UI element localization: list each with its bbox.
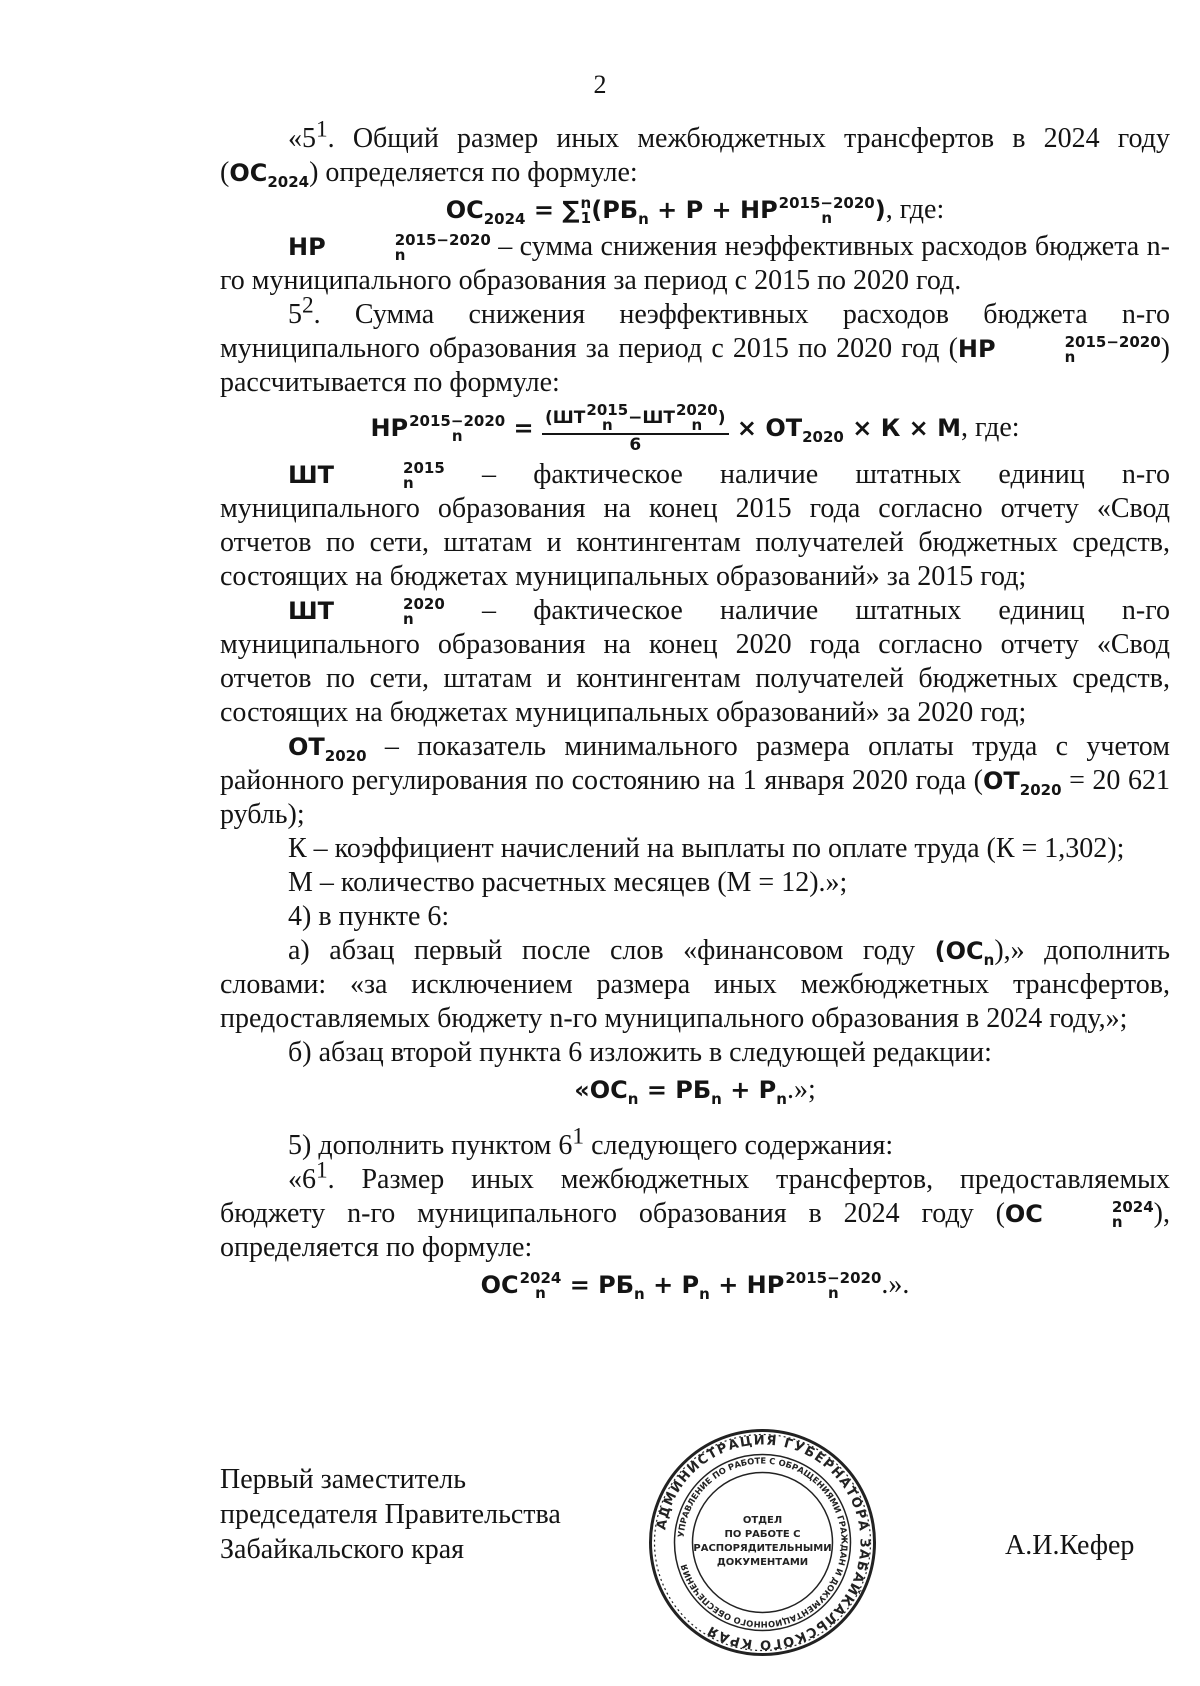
- formula-oc-n-2024: ОС 2024 n = $РБ_n + Р_n$ + НР 2015−2020 n .».: [480, 1269, 910, 1303]
- paragraph-5-2: $5^2$. Сумма снижения неэффективных расходов бюджета n-го муниципального образования за период с 2015 по 2020 год (НР 2015−2020 n ) рассчитывается по формуле:: [220, 292, 1170, 398]
- definition-sht-2020: ШТ 2020 n – фактическое наличие штатных единиц n-го муниципального образования на конец 2020 года согласно отчету «Свод отчетов по сети, штатам и контингентам получателей бюджетных средств, состоящих на бюджетах муниципальных образований» за 2020 год;: [220, 595, 1170, 728]
- formula-oc-2024: $ОС_{2024}$ = ∑ n 1 ($РБ_n + Р$ + НР 2015−2020 n ), где:: [445, 194, 945, 228]
- definition-ot: $ОТ_{2020}$ – показатель минимального размера оплаты труда с учетом районного регулирования по состоянию на 1 января 2020 года ($ОТ_{2020} = 20$ 621 рубль);: [220, 731, 1170, 830]
- item-4b: б) абзац второй пункта 6 изложить в следующей редакции:: [288, 1037, 992, 1068]
- formula-hr: НР 2015−2020 n = (ШТ 2015 n −ШТ 2020 n ) 6 × $ОТ_{2020} \times К \times М$, где:: [370, 401, 1020, 455]
- definition-k: К – коэффициент начислений на выплаты по оплате труда (К = 1,302);: [288, 833, 1125, 864]
- paragraph-5-1: «$5^1$. Общий размер иных межбюджетных трансфертов в 2024 году $(ОС_{2024})$ определяется по формуле:: [220, 116, 1170, 191]
- item-4a: а) абзац первый после слов «финансовом году $(ОС_n)$,» дополнить словами: «за исключением размера иных межбюджетных трансфертов, предоставляемых бюджету n-го муниципального образования в 2024 году,»;: [220, 935, 1170, 1034]
- seal-outer-text: АДМИНИСТРАЦИЯ ГУБЕРНАТОРА ЗАБАЙКАЛЬСКОГО КРАЯ: [654, 1433, 872, 1652]
- fraction: (ШТ 2015 n −ШТ 2020 n ) 6: [542, 403, 729, 455]
- definition-hr: НР 2015−2020 n – сумма снижения неэффективных расходов бюджета n-го муниципального образования за период с 2015 по 2020 год.: [220, 231, 1170, 296]
- definition-sht-2015: ШТ 2015 n – фактическое наличие штатных единиц n-го муниципального образования на конец 2015 года согласно отчету «Свод отчетов по сети, штатам и контингентам получателей бюджетных средств, состоящих на бюджетах муниципальных образований» за 2015 год;: [220, 459, 1170, 592]
- page-number: 2: [593, 70, 607, 99]
- seal-center-line-4: ДОКУМЕНТАМИ: [716, 1557, 809, 1568]
- paragraph-6-1: «$6^1$. Размер иных межбюджетных трансфертов, предоставляемых бюджету n-го муниципального образования в 2024 году (ОС 2024 n ), определяется по формуле:: [220, 1157, 1170, 1263]
- definition-m: М – количество расчетных месяцев (М = 12).»;: [288, 867, 848, 898]
- signatory-name: А.И.Кефер: [1005, 1530, 1135, 1561]
- item-5: 5) дополнить пунктом $6^1$ следующего содержания:: [288, 1123, 894, 1161]
- seal-center-line-3: РАСПОРЯДИТЕЛЬНЫМИ: [693, 1543, 832, 1554]
- official-seal-stamp: [645, 1425, 880, 1660]
- item-4: 4) в пункте 6:: [288, 901, 450, 932]
- seal-center-line-1: ОТДЕЛ: [742, 1515, 783, 1526]
- formula-oc-n: «$ОС_n = РБ_n + Р_n$.»;: [574, 1074, 816, 1108]
- document-body: [220, 116, 1170, 1305]
- signatory-title: Первый заместитель председателя Правительства Забайкальского края: [220, 1464, 561, 1565]
- seal-inner-text: УПРАВЛЕНИЕ ПО РАБОТЕ С ОБРАЩЕНИЯМИ ГРАЖДАН И ДОКУМЕНТАЦИОННОГО ОБЕСПЕЧЕНИЯ: [675, 1455, 850, 1630]
- seal-center-line-2: ПО РАБОТЕ С: [724, 1529, 801, 1540]
